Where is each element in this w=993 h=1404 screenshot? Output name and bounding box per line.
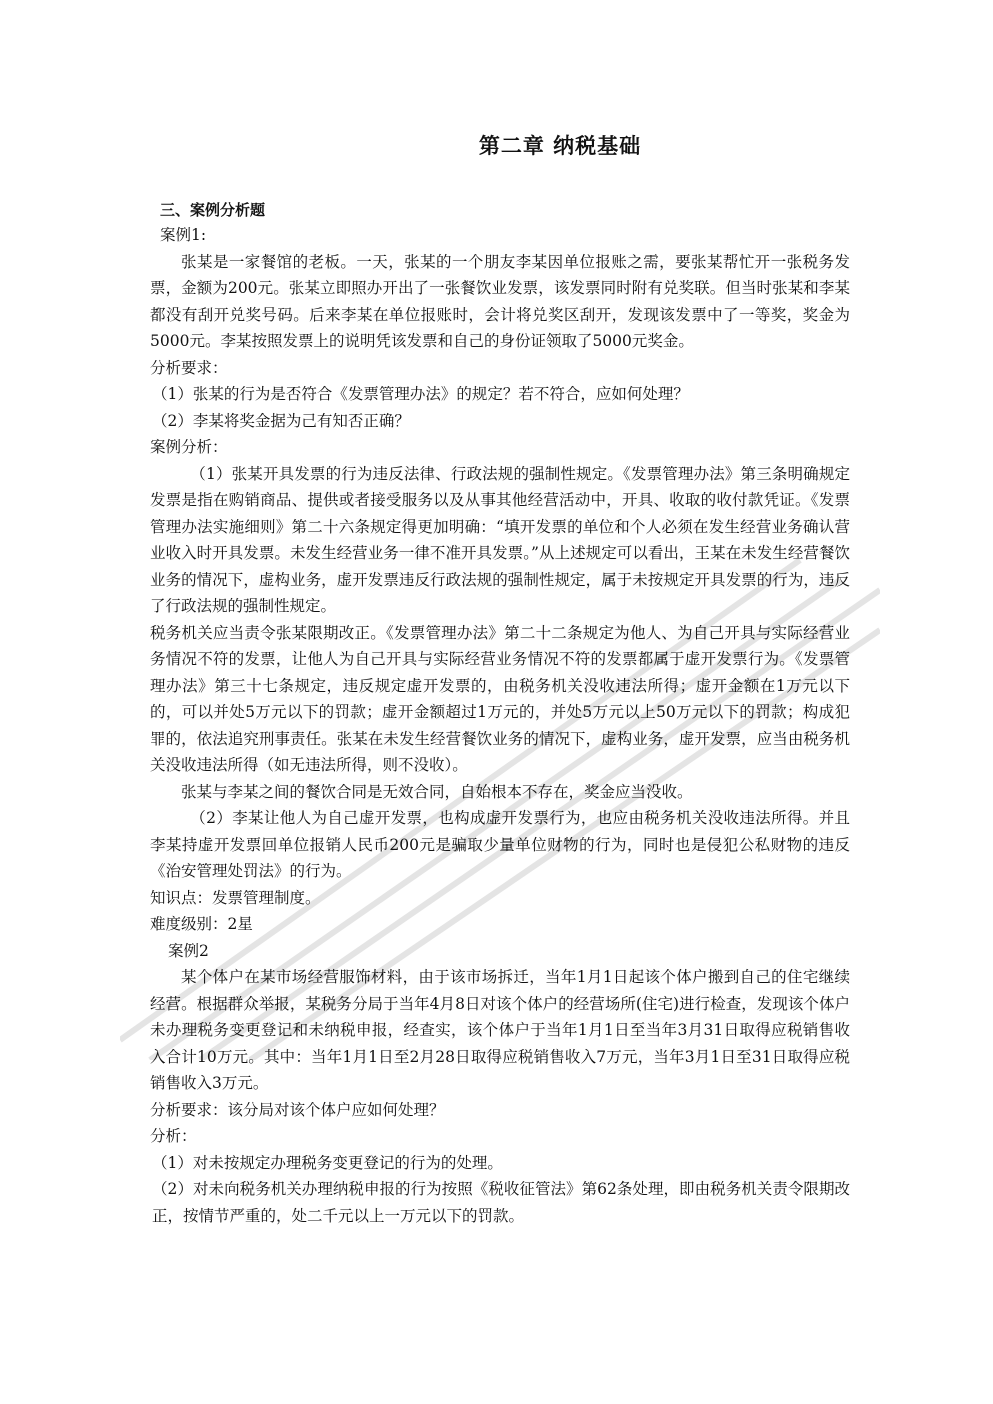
case1-analysis-p1: （1）张某开具发票的行为违反法律、行政法规的强制性规定。《发票管理办法》第三条明确规定发票是指在购销商品、提供或者接受服务以及从事其他经营活动中，开具、收取的收付款凭证。《发票管理办法实施细则》第二十六条规定得更加明确：“填开发票的单位和个人必须在发生经营业务确认营业收入时开具发票。未发生经营业务一律不准开具发票。”从上述规定可以看出，王某在未发生经营餐饮业务的情况下，虚构业务，虚开发票违反行政法规的强制性规定，属于未按规定开具发票的行为，违反了行政法规的强制性规定。 xyxy=(150,464,850,615)
document-page xyxy=(150,130,850,1229)
chapter-title: 第二章 纳税基础 xyxy=(478,134,642,158)
case1-analysis-p2: 税务机关应当责令张某限期改正。《发票管理办法》第二十二条规定为他人、为自己开具与实际经营业务情况不符的发票，让他人为自己开具与实际经营业务情况不符的发票都属于虚开发票行为。《发票管理办法》第三十七条规定，违反规定虚开发票的，由税务机关没收违法所得；虚开金额在1万元以下的，可以并处5万元以下的罚款；虚开金额超过1万元的，并处5万元以上50万元以下的罚款；构成犯罪的，依法追究刑事责任。张某在未发生经营餐饮业务的情况下，虚构业务，虚开发票，应当由税务机关没收违法所得（如无违法所得，则不没收）。 xyxy=(150,623,850,774)
case2-item1: （1）对未按规定办理税务变更登记的行为的处理。 xyxy=(152,1153,503,1172)
case2-story: 某个体户在某市场经营服饰材料，由于该市场拆迁，当年1月1日起该个体户搬到自己的住宅继续经营。根据群众举报，某税务分局于当年4月8日对该个体户的经营场所(住宅)进行检查，发现该个体户未办理税务变更登记和未纳税申报，经查实，该个体户于当年1月1日至当年3月31日取得应税销售收入合计10万元。其中：当年1月1日至2月28日取得应税销售收入7万元，当年3月1日至31日取得应税销售收入3万元。 xyxy=(150,968,850,1092)
case1-knowledge: 知识点：发票管理制度。 xyxy=(150,888,321,907)
case2-item2: （2）对未向税务机关办理纳税申报的行为按照《税收征管法》第62条处理，即由税务机关责令限期改正，按情节严重的，处二千元以上一万元以下的罚款。 xyxy=(152,1180,850,1225)
case1-req-label: 分析要求： xyxy=(150,358,228,377)
case2-req: 分析要求：该分局对该个体户应如何处理？ xyxy=(150,1100,445,1119)
case1-req2: （2）李某将奖金据为己有知否正确？ xyxy=(152,411,410,430)
case1-label: 案例1: xyxy=(160,226,207,244)
case1-req1: （1）张某的行为是否符合《发票管理办法》的规定？若不符合，应如何处理？ xyxy=(152,385,689,403)
case1-analysis-p4: （2）李某让他人为自己虚开发票，也构成虚开发票行为，也应由税务机关没收违法所得。并且李某持虚开发票回单位报销人民币200元是骗取少量单位财物的行为，同时也是侵犯公私财物的违反《治安管理处罚法》的行为。 xyxy=(150,809,850,880)
section-heading: 三、案例分析题 xyxy=(160,201,266,219)
case1-analysis-p3: 张某与李某之间的餐饮合同是无效合同，自始根本不存在，奖金应当没收。 xyxy=(181,782,693,801)
case1-analysis-label: 案例分析： xyxy=(150,438,228,456)
case2-label: 案例2 xyxy=(168,941,209,960)
case1-difficulty: 难度级别：2星 xyxy=(150,915,253,933)
case1-story: 张某是一家餐馆的老板。一天，张某的一个朋友李某因单位报账之需，要张某帮忙开一张税务发票，金额为200元。张某立即照办开出了一张餐饮业发票，该发票同时附有兑奖联。但当时张某和李某都没有刮开兑奖号码。后来李某在单位报账时，会计将兑奖区刮开，发现该发票中了一等奖，奖金为5000元。李某按照发票上的说明凭该发票和自己的身份证领取了5000元奖金。 xyxy=(150,252,850,350)
case2-analysis-label: 分析： xyxy=(150,1127,197,1145)
